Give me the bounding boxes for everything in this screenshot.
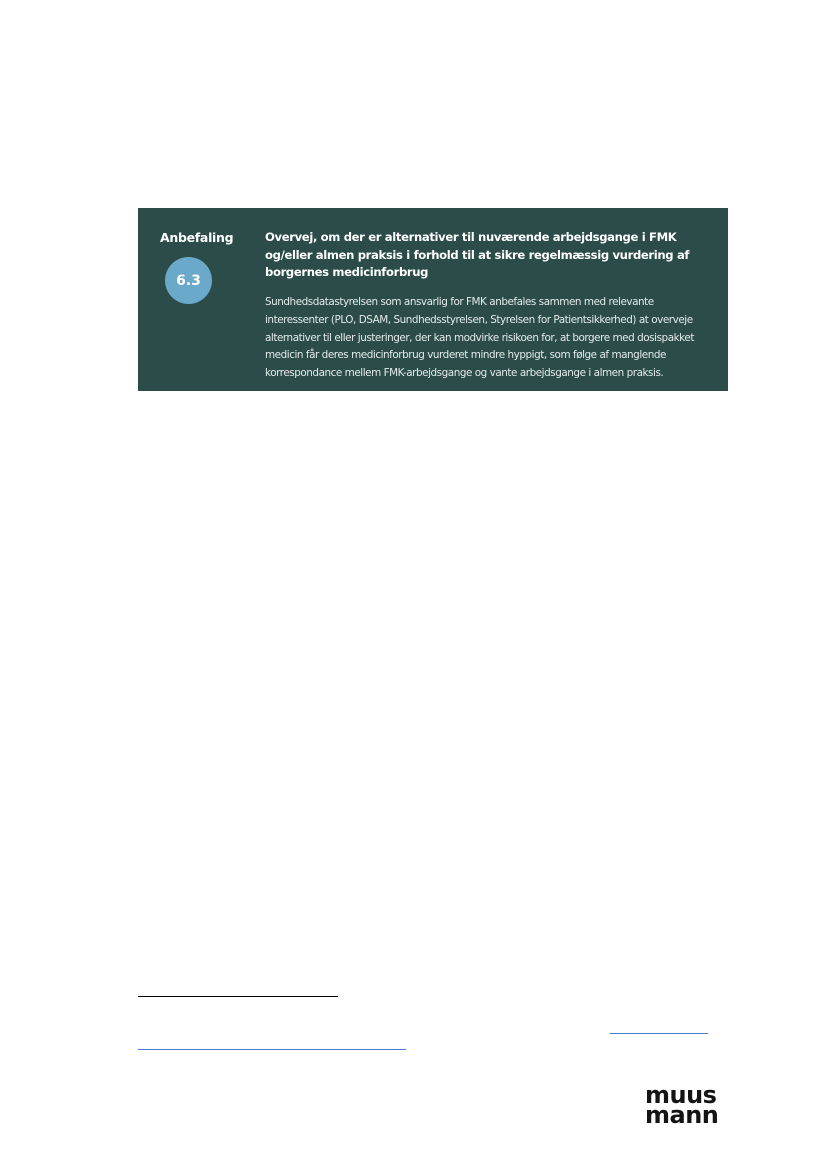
muusmann-logo xyxy=(645,1081,719,1129)
recommendation-number-badge: 6.3 xyxy=(165,257,212,304)
footnote-link-underline-continued[interactable] xyxy=(138,1049,406,1050)
footnote-link-underline[interactable] xyxy=(610,1033,708,1034)
recommendation-box xyxy=(138,208,728,391)
recommendation-body: Sundhedsdatastyrelsen som ansvarlig for FMK anbefales sammen med relevante interessenter (PLO, DSAM, Sundhedsstyrelsen, Styrelsen for Patientsikkerhed) at overveje alternativer til eller justeringer, der kan modvirke risikoen for, at borgere med dosispakket medicin får deres medicinforbrug vurderet mindre hyppigt, som følge af manglende korrespondance mellem FMK-arbejdsgange og vante arbejdsgange i almen praksis. xyxy=(265,296,694,380)
logo-line-2: mann xyxy=(645,1101,719,1129)
logo-line-1: muus xyxy=(645,1081,717,1109)
footnote-separator xyxy=(138,996,338,997)
recommendation-title: Overvej, om der er alternativer til nuværende arbejdsgange i FMK og/eller almen praksis i forhold til at sikre regelmæssig vurdering af borgernes medicinforbrug xyxy=(265,230,690,279)
recommendation-label: Anbefaling xyxy=(160,230,234,245)
